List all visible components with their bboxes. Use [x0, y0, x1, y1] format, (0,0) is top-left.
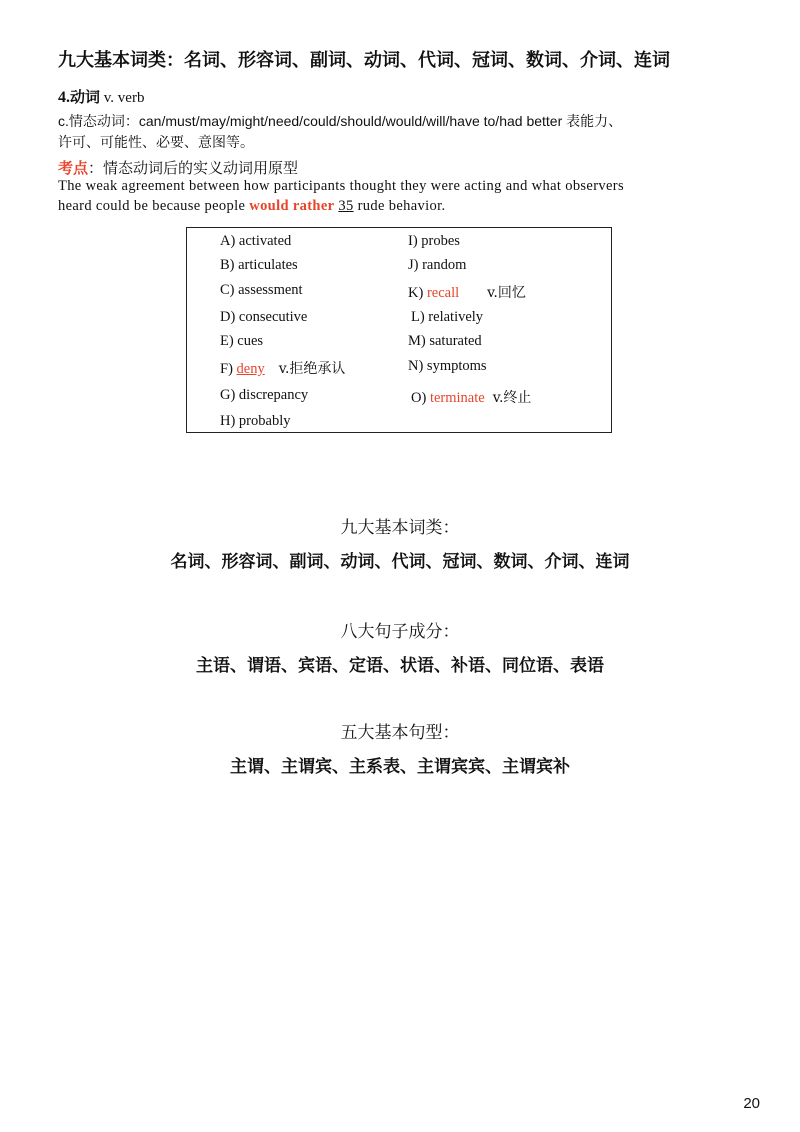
option-h: H) probably: [220, 413, 291, 429]
example-sentence-line-1: The weak agreement between how participants thought they were acting and what observers: [58, 178, 624, 194]
example-sentence-line-2: [58, 198, 445, 215]
option-k-note: v.回忆: [487, 285, 526, 301]
header-title: 九大基本词类：名词、形容词、副词、动词、代词、冠词、数词、介词、连词: [58, 50, 670, 71]
sentence-blank: 35: [338, 198, 354, 214]
modal-prefix: c.: [58, 113, 69, 129]
modal-verbs-line-2: 许可、可能性、必要、意图等。: [58, 135, 254, 151]
section-title-cn: 动词: [70, 88, 101, 106]
option-m: M) saturated: [408, 333, 482, 349]
option-k-word: recall: [426, 285, 460, 301]
option-d: D) consecutive: [220, 309, 308, 325]
option-c: C) assessment: [220, 282, 303, 298]
sentence-patterns-list: 主谓、主谓宾、主系表、主谓宾宾、主谓宾补: [230, 757, 570, 777]
option-f-letter: F): [220, 361, 237, 377]
option-o-letter: O): [411, 390, 430, 406]
option-o-word: terminate: [429, 390, 485, 406]
option-f-word: deny: [236, 361, 265, 377]
sentence-patterns-title: 五大基本句型：: [340, 723, 460, 743]
option-l: L) relatively: [411, 309, 484, 325]
option-e: E) cues: [220, 333, 264, 349]
key-point: [58, 157, 298, 178]
key-point-text: ：情态动词后的实义动词用原型: [88, 159, 299, 177]
section-number: 4.: [58, 89, 70, 106]
sentence-highlight: would rather: [249, 198, 335, 214]
modal-words: can/must/may/might/need/could/should/would/will/have to/had better: [138, 113, 567, 129]
sentence-suffix: rude behavior.: [353, 198, 446, 214]
option-j: J) random: [408, 257, 467, 273]
modal-label: 情态动词：: [68, 114, 139, 130]
option-k-letter: K): [408, 285, 427, 301]
sentence-parts-list: 主语、谓语、宾语、定语、状语、补语、同位语、表语: [196, 656, 604, 676]
section-title-en: v. verb: [100, 90, 145, 106]
option-o: [411, 387, 531, 407]
options-box: [186, 227, 612, 433]
option-a: A) activated: [220, 233, 292, 249]
section-title: [58, 86, 144, 107]
option-f: [220, 358, 345, 378]
page-number: 20: [743, 1095, 760, 1112]
option-k: [408, 282, 526, 302]
word-classes-list: 名词、形容词、副词、动词、代词、冠词、数词、介词、连词: [170, 552, 630, 572]
option-g: G) discrepancy: [220, 387, 309, 403]
sentence-parts-title: 八大句子成分：: [340, 622, 460, 642]
option-n: N) symptoms: [408, 358, 487, 374]
key-point-label: 考点: [58, 159, 89, 177]
word-classes-title: 九大基本词类：: [340, 518, 460, 538]
modal-meaning: 表能力、: [566, 114, 623, 130]
option-i: I) probes: [408, 233, 460, 249]
option-b: B) articulates: [220, 257, 298, 273]
sentence-prefix: heard could be because people: [58, 198, 250, 214]
option-o-note: v.终止: [492, 390, 532, 406]
modal-verbs-line-1: [58, 111, 622, 131]
option-f-note: v.拒绝承认: [278, 361, 346, 377]
